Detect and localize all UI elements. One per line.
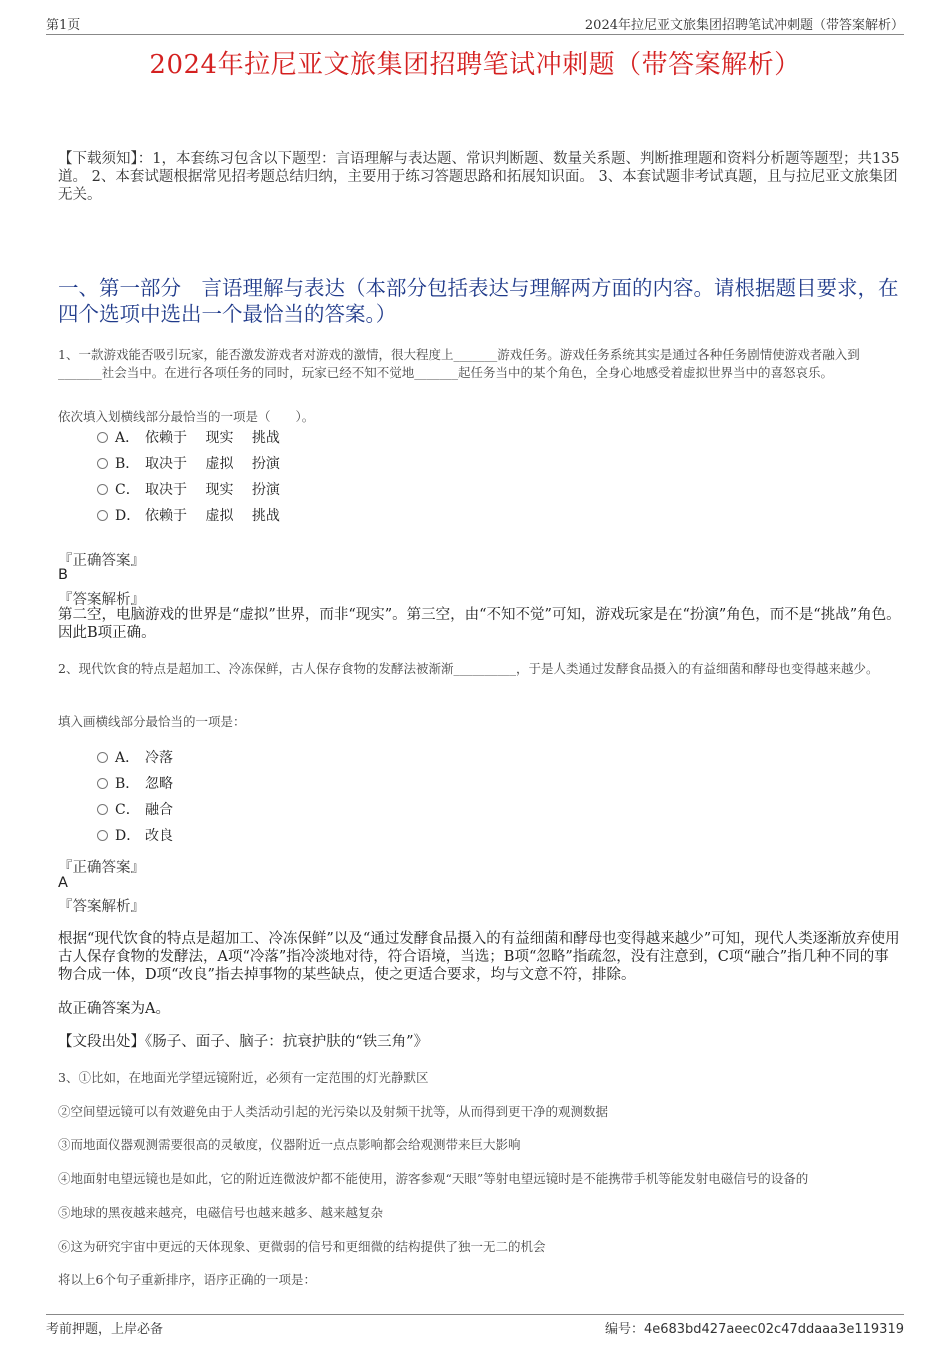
question-3-sentence: ⑥这为研究宇宙中更远的天体现象、更微弱的信号和更细微的结构提供了独一无二的机会 — [58, 1239, 546, 1254]
option-text: 冷落 — [145, 750, 173, 766]
question-1-stem: 1、一款游戏能否吸引玩家，能否激发游戏者对游戏的激情，很大程度上_______游戏任务。游戏任务系统其实是通过各种任务剧情使游戏者融入到_______社会当中。在进行各项任务的同时，玩家已经不知不觉地_______起任务当中的某个角色，全身心地感受着虚拟世界当中的喜怒哀乐。 — [58, 347, 860, 380]
radio-icon[interactable] — [97, 752, 108, 763]
question-3-stem: 3、①比如，在地面光学望远镜附近，必须有一定范围的灯光静默区 — [58, 1070, 429, 1085]
option-letter: A． — [115, 430, 140, 446]
option-letter: B． — [115, 456, 140, 472]
radio-icon[interactable] — [97, 432, 108, 443]
question-1-prompt: 依次填入划横线部分最恰当的一项是（ ）。 — [58, 409, 315, 424]
page-number: 第1页 — [46, 18, 81, 33]
question-3-prompt: 将以上6个句子重新排序，语序正确的一项是： — [58, 1272, 316, 1287]
question-2-answer-label: 『正确答案』 — [58, 860, 145, 876]
option-text: 改良 — [145, 828, 173, 844]
option-letter: D． — [115, 508, 141, 524]
option-letter: C． — [115, 482, 140, 498]
question-2-prompt: 填入画横线部分最恰当的一项是： — [58, 714, 246, 729]
question-1-answer: B — [58, 567, 68, 583]
document-title: 2024年拉尼亚文旅集团招聘笔试冲刺题（带答案解析） — [149, 50, 801, 80]
header-doc-title: 2024年拉尼亚文旅集团招聘笔试冲刺题（带答案解析） — [584, 18, 904, 33]
radio-icon[interactable] — [97, 484, 108, 495]
question-2-option-b[interactable] — [97, 774, 173, 794]
footer-doc-code — [605, 1318, 904, 1337]
question-2-analysis: 根据“现代饮食的特点是超加工、冷冻保鲜”以及“通过发酵食品摄入的有益细菌和酵母也变得越来越少”可知，现代人类逐渐放弃使用古人保存食物的发酵法，A项“冷落”指冷淡地对待，符合语境，当选；B项“忽略”指疏忽，没有注意到，C项“融合”指几种不同的事物合成一体，D项“改良”指去掉事物的某些缺点，使之更适合要求，均与文意不符，排除。 — [58, 931, 900, 983]
question-2-stem: 2、现代饮食的特点是超加工、冷冻保鲜，古人保存食物的发酵法被渐渐__________，于是人类通过发酵食品摄入的有益细菌和酵母也变得越来越少。 — [58, 661, 879, 676]
radio-icon[interactable] — [97, 830, 108, 841]
radio-icon[interactable] — [97, 804, 108, 815]
option-letter: A． — [115, 750, 140, 766]
download-notice: 【下载须知】：1，本套练习包含以下题型：言语理解与表达题、常识判断题、数量关系题、判断推理题和资料分析题等题型；共135道。 2、本套试题根据常见招考题总结归纳，主要用于练习答题思路和拓展知识面。 3、本套试题非考试真题，且与拉尼亚文旅集团无关。 — [58, 151, 900, 203]
question-3-sentence: ③而地面仪器观测需要很高的灵敏度，仪器附近一点点影响都会给观测带来巨大影响 — [58, 1137, 521, 1152]
option-text: 融合 — [145, 802, 173, 818]
option-text: 取决于 虚拟 扮演 — [145, 456, 280, 472]
footer-slogan: 考前押题，上岸必备 — [46, 1322, 164, 1337]
footer-code-value: 4e683bd427aeec02c47ddaaa3e119319 — [643, 1322, 904, 1337]
question-2-conclusion: 故正确答案为A。 — [58, 1001, 170, 1017]
question-1-option-d[interactable] — [97, 506, 280, 526]
option-text: 依赖于 虚拟 挑战 — [145, 508, 280, 524]
page-footer — [46, 1314, 904, 1337]
page-header — [46, 14, 904, 35]
radio-icon[interactable] — [97, 778, 108, 789]
question-2-answer: A — [58, 875, 68, 891]
option-letter: C． — [115, 802, 140, 818]
question-2-analysis-label: 『答案解析』 — [58, 899, 145, 915]
option-letter: B． — [115, 776, 140, 792]
section-heading: 一、第一部分 言语理解与表达（本部分包括表达与理解两方面的内容。请根据题目要求，在四个选项中选出一个最恰当的答案。） — [58, 276, 899, 326]
option-letter: D． — [115, 828, 141, 844]
question-1-option-c[interactable] — [97, 480, 280, 500]
question-1-option-b[interactable] — [97, 454, 280, 474]
question-1-option-a[interactable] — [97, 428, 280, 448]
footer-code-label: 编号： — [604, 1322, 644, 1337]
question-2-option-d[interactable] — [97, 826, 173, 846]
radio-icon[interactable] — [97, 510, 108, 521]
question-1-analysis-label: 『答案解析』 — [58, 592, 145, 608]
option-text: 忽略 — [145, 776, 173, 792]
question-3-sentence: ④地面射电望远镜也是如此，它的附近连微波炉都不能使用，游客参观“天眼”等射电望远镜时是不能携带手机等能发射电磁信号的设备的 — [58, 1171, 809, 1186]
question-1-analysis: 第二空，电脑游戏的世界是“虚拟”世界，而非“现实”。第三空，由“不知不觉”可知，游戏玩家是在“扮演”角色，而不是“挑战”角色。因此B项正确。 — [58, 607, 901, 641]
question-3-sentence: ②空间望远镜可以有效避免由于人类活动引起的光污染以及射频干扰等，从而得到更干净的观测数据 — [58, 1104, 609, 1119]
question-2-option-c[interactable] — [97, 800, 173, 820]
question-2-source: 【文段出处】《肠子、面子、脑子：抗衰护肤的“铁三角”》 — [58, 1034, 429, 1050]
option-text: 依赖于 现实 挑战 — [145, 430, 280, 446]
option-text: 取决于 现实 扮演 — [145, 482, 280, 498]
radio-icon[interactable] — [97, 458, 108, 469]
question-1-answer-label: 『正确答案』 — [58, 553, 145, 569]
question-3-sentence: ⑤地球的黑夜越来越亮，电磁信号也越来越多、越来越复杂 — [58, 1205, 384, 1220]
question-2-option-a[interactable] — [97, 748, 173, 768]
